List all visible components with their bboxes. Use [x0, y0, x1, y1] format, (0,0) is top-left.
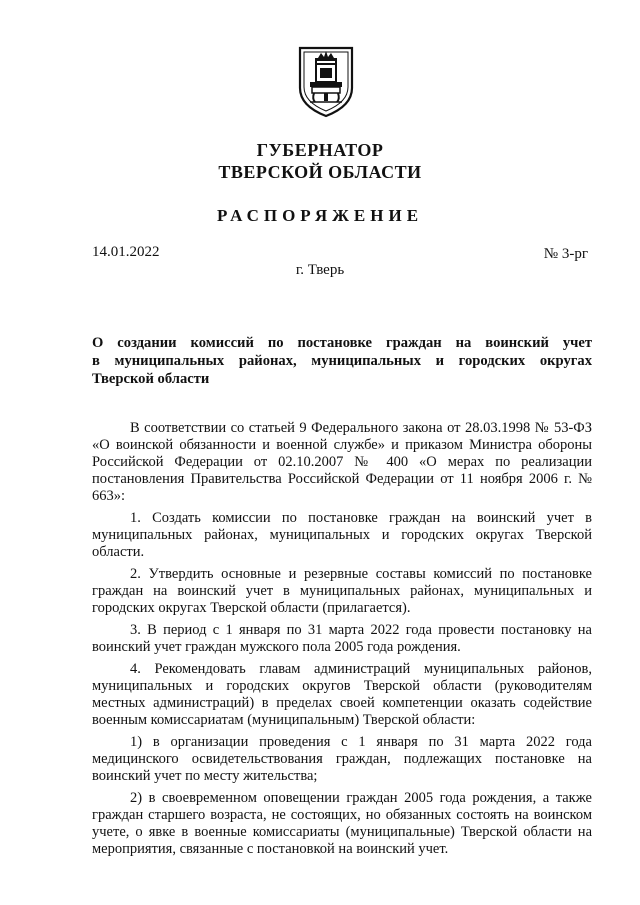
subject-line: в муниципальных районах, муниципальных и городских округах — [92, 353, 592, 369]
tver-coat-of-arms-icon — [296, 44, 356, 118]
clause-paragraph: 1. Создать комиссии по постановке граждан на воинский учет в муниципальных районах, муниципальных и городских округах Тверской области. — [92, 510, 592, 560]
document-number: № 3-рг — [543, 246, 588, 262]
clause-paragraph: 2. Утвердить основные и резервные составы комиссий по постановке граждан на воинский учет в муниципальных районах, муниципальных и городских округах Тверской области (прилагается). — [92, 566, 592, 616]
document-subject — [92, 334, 592, 388]
subclause-paragraph: 1) в организации проведения с 1 января по 31 марта 2022 года медицинского освидетельствования граждан, подлежащих постановке на воинский учет по месту жительства; — [92, 734, 592, 784]
document-city: г. Тверь — [295, 262, 345, 278]
preamble-paragraph: В соответствии со статьей 9 Федерального закона от 28.03.1998 № 53-ФЗ «О воинской обязанности и военной службе» и приказом Министра обороны Российской Федерации от 02.10.2007 № 400 «О мерах по реализации постановления Правительства Российской Федерации от 11 ноября 2006 г. № 663»: — [92, 420, 592, 504]
subject-line: О создании комиссий по постановке граждан на воинский учет — [92, 335, 592, 351]
document-date: 14.01.2022 — [92, 244, 160, 260]
issuer-title: ГУБЕРНАТОР — [256, 140, 384, 160]
subject-line: Тверской области — [92, 371, 210, 387]
clause-paragraph: 4. Рекомендовать главам администраций муниципальных районов, муниципальных и городских округов Тверской области (руководителям местных администраций) в пределах своей компетенции оказать содействие военным комиссариатам (муниципальным) Тверской области: — [92, 661, 592, 728]
document-body — [92, 420, 592, 858]
issuer-region: ТВЕРСКОЙ ОБЛАСТИ — [218, 162, 422, 182]
clause-paragraph: 3. В период с 1 января по 31 марта 2022 года провести постановку на воинский учет граждан мужского пола 2005 года рождения. — [92, 622, 592, 655]
document-type: РАСПОРЯЖЕНИЕ — [216, 206, 424, 225]
subclause-paragraph: 2) в своевременном оповещении граждан 2005 года рождения, а также граждан старшего возраста, не состоящих, но обязанных состоять на воинском учете, о явке в военные комиссариаты (муниципальные) Тверской области на мероприятия, связанные с постановкой на воинский учет. — [92, 790, 592, 857]
